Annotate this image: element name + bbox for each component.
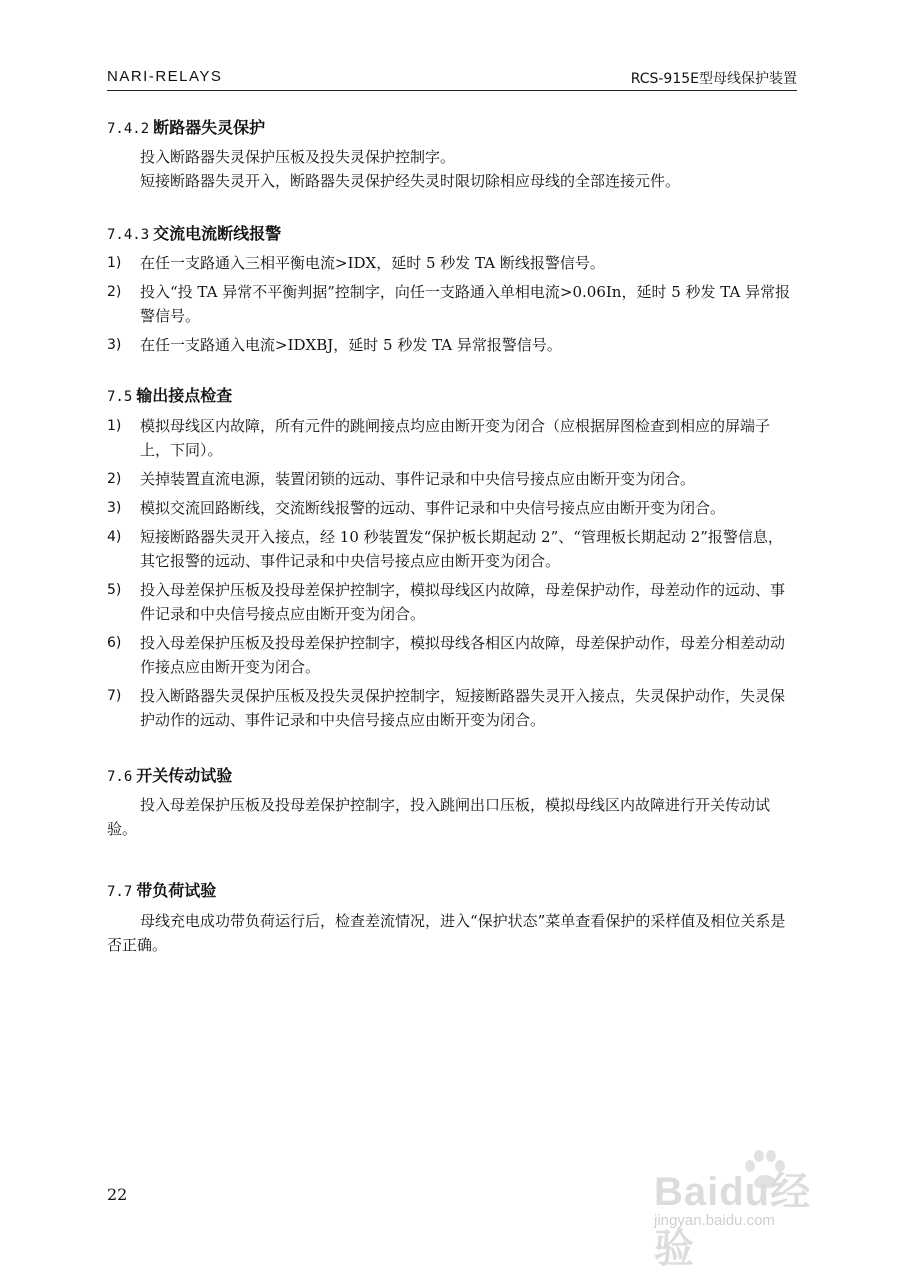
list-item (107, 333, 797, 357)
item-text: 投入断路器失灵保护压板及投失灵保护控制字，短接断路器失灵开入接点，失灵保护动作，失灵保护动作的远动、事件记录和中央信号接点应由断开变为闭合。 (140, 687, 786, 729)
item-number: 5) (107, 582, 122, 598)
item-number: 7) (107, 688, 122, 704)
item-number: 1) (107, 255, 122, 271)
section-title: 带负荷试验 (136, 881, 217, 900)
section-7-6-para-1: 投入母差保护压板及投母差保护控制字，投入跳闸出口压板，模拟母线区内故障进行开关传动试验。 (107, 796, 771, 838)
section-number: 7.6 (107, 769, 133, 785)
section-number: 7.4.2 (107, 121, 150, 137)
section-title: 断路器失灵保护 (153, 118, 266, 137)
page-header (107, 64, 797, 91)
item-number: 6) (107, 635, 122, 651)
watermark-logo: Baidu经验 (654, 1170, 812, 1271)
item-number: 2) (107, 284, 122, 300)
list-item (107, 496, 797, 520)
list-item (107, 684, 797, 732)
list-item (107, 280, 797, 328)
section-7-5-list (107, 414, 797, 737)
header-device-title: RCS-915E型母线保护装置 (630, 71, 797, 87)
item-text: 投入母差保护压板及投母差保护控制字，模拟母线各相区内故障，母差保护动作，母差分相差动动作接点应由断开变为闭合。 (140, 634, 786, 676)
page-number: 22 (107, 1185, 128, 1204)
section-7-5-heading (107, 386, 232, 407)
section-7-4-3-heading (107, 224, 281, 245)
section-7-7-heading (107, 881, 216, 902)
section-7-6-heading (107, 766, 232, 787)
section-7-7-para-1: 母线充电成功带负荷运行后，检查差流情况，进入“保护状态”菜单查看保护的采样值及相位关系是否正确。 (107, 912, 786, 954)
header-company: NARI-RELAYS (107, 68, 223, 85)
list-item (107, 578, 797, 626)
item-text: 投入母差保护压板及投母差保护控制字，模拟母线区内故障，母差保护动作，母差动作的远动、事件记录和中央信号接点应由断开变为闭合。 (140, 581, 786, 623)
item-text: 在任一支路通入三相平衡电流>IDX，延时 5 秒发 TA 断线报警信号。 (140, 254, 605, 272)
section-number: 7.7 (107, 884, 133, 900)
item-number: 3) (107, 500, 122, 516)
list-item (107, 251, 797, 275)
section-title: 交流电流断线报警 (153, 224, 282, 243)
section-number: 7.4.3 (107, 227, 150, 243)
watermark-url: jingyan.baidu.com (654, 1212, 775, 1229)
item-text: 短接断路器失灵开入接点，经 10 秒装置发“保护板长期起动 2”、“管理板长期起动 2”报警信息，其它报警的远动、事件记录和中央信号接点应由断开变为闭合。 (140, 528, 783, 570)
item-text: 投入“投 TA 异常不平衡判据”控制字，向任一支路通入单相电流>0.06In，延时 5 秒发 TA 异常报警信号。 (140, 283, 791, 325)
section-7-4-2-para-2: 短接断路器失灵开入，断路器失灵保护经失灵时限切除相应母线的全部连接元件。 (140, 172, 681, 190)
list-item (107, 467, 797, 491)
list-item (107, 631, 797, 679)
section-7-4-2-para-1: 投入断路器失灵保护压板及投失灵保护控制字。 (140, 148, 456, 166)
item-number: 3) (107, 337, 122, 353)
item-number: 1) (107, 418, 122, 434)
item-text: 模拟母线区内故障，所有元件的跳闸接点均应由断开变为闭合（应根据屏图检查到相应的屏端子上，下同）。 (140, 417, 771, 459)
section-number: 7.5 (107, 389, 133, 405)
item-text: 在任一支路通入电流>IDXBJ，延时 5 秒发 TA 异常报警信号。 (140, 336, 562, 354)
item-number: 4) (107, 529, 122, 545)
section-title: 输出接点检查 (136, 386, 233, 405)
item-text: 关掉装置直流电源，装置闭锁的远动、事件记录和中央信号接点应由断开变为闭合。 (140, 470, 696, 488)
item-number: 2) (107, 471, 122, 487)
section-title: 开关传动试验 (136, 766, 233, 785)
list-item (107, 525, 797, 573)
section-7-4-2-heading (107, 118, 265, 139)
section-7-4-3-list (107, 251, 797, 362)
item-text: 模拟交流回路断线，交流断线报警的远动、事件记录和中央信号接点应由断开变为闭合。 (140, 499, 726, 517)
baidu-watermark (654, 1150, 844, 1271)
list-item (107, 414, 797, 462)
